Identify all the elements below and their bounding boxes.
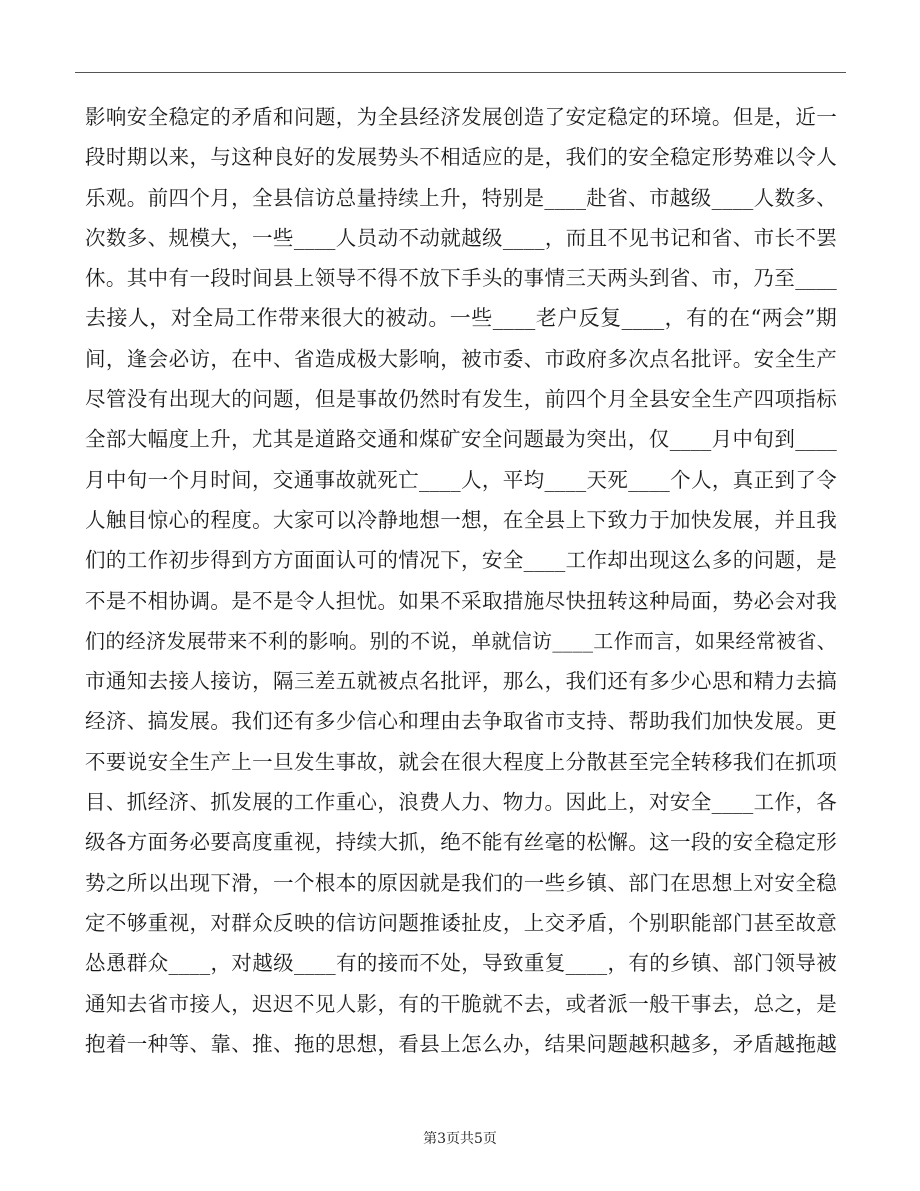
text-line: 们的工作初步得到方方面面认可的情况下，安全____工作却出现这么多的问题，是 — [85, 548, 837, 573]
text-line: 尽管没有出现大的问题，但是事故仍然时有发生，前四个月全县安全生产四项指标 — [85, 387, 837, 412]
text-line: 经济、搞发展。我们还有多少信心和理由去争取省市支持、帮助我们加快发展。更 — [85, 709, 837, 734]
text-line: 定不够重视，对群众反映的信访问题推诿扯皮，上交矛盾，个别职能部门甚至故意 — [85, 910, 837, 935]
text-line: 级各方面务必要高度重视，持续大抓，绝不能有丝毫的松懈。这一段的安全稳定形 — [85, 830, 837, 855]
text-line: 次数多、规模大，一些____人员动不动就越级____，而且不见书记和省、市长不罢 — [85, 225, 837, 250]
header-rule — [75, 72, 846, 73]
text-line: 市通知去接人接访，隔三差五就被点名批评，那么，我们还有多少心思和精力去搞 — [85, 669, 837, 694]
text-line: 抱着一种等、靠、推、拖的思想，看县上怎么办，结果问题越积越多，矛盾越拖越 — [85, 1031, 837, 1056]
text-line: 势之所以出现下滑，一个根本的原因就是我们的一些乡镇、部门在思想上对安全稳 — [85, 870, 837, 895]
text-line: 乐观。前四个月，全县信访总量持续上升，特别是____赴省、市越级____人数多、 — [85, 185, 837, 210]
text-line: 目、抓经济、抓发展的工作重心，浪费人力、物力。因此上，对安全____工作，各 — [85, 790, 837, 815]
text-line: 不是不相协调。是不是令人担忧。如果不采取措施尽快扭转这种局面，势必会对我 — [85, 588, 837, 613]
text-line: 们的经济发展带来不利的影响。别的不说，单就信访____工作而言，如果经常被省、 — [85, 628, 837, 653]
text-line: 全部大幅度上升，尤其是道路交通和煤矿安全问题最为突出，仅____月中旬到____ — [85, 427, 837, 452]
text-line: 影响安全稳定的矛盾和问题，为全县经济发展创造了安定稳定的环境。但是，近一 — [85, 105, 837, 129]
text-line: 休。其中有一段时间县上领导不得不放下手头的事情三天两头到省、市，乃至____ — [85, 266, 837, 291]
text-line: 间，逢会必访，在中、省造成极大影响，被市委、市政府多次点名批评。安全生产 — [85, 346, 837, 371]
text-line: 段时期以来，与这种良好的发展势头不相适应的是，我们的安全稳定形势难以令人 — [85, 145, 837, 170]
text-line: 怂恿群众____，对越级____有的接而不处，导致重复____，有的乡镇、部门领导被 — [85, 951, 837, 976]
text-line: 人触目惊心的程度。大家可以冷静地想一想，在全县上下致力于加快发展，并且我 — [85, 507, 837, 532]
text-line: 月中旬一个月时间，交通事故就死亡____人，平均____天死____个人，真正到了令 — [85, 467, 837, 492]
text-line: 通知去省市接人，迟迟不见人影，有的干脆就不去，或者派一般干事去，总之，是 — [85, 991, 837, 1016]
text-line: 去接人，对全局工作带来很大的被动。一些____老户反复____，有的在“两会”期 — [85, 306, 837, 331]
text-line: 不要说安全生产上一旦发生事故，就会在很大程度上分散甚至完全转移我们在抓项 — [85, 749, 837, 774]
document-body — [85, 97, 837, 1064]
page-number: 第3页共5页 — [423, 1131, 497, 1147]
